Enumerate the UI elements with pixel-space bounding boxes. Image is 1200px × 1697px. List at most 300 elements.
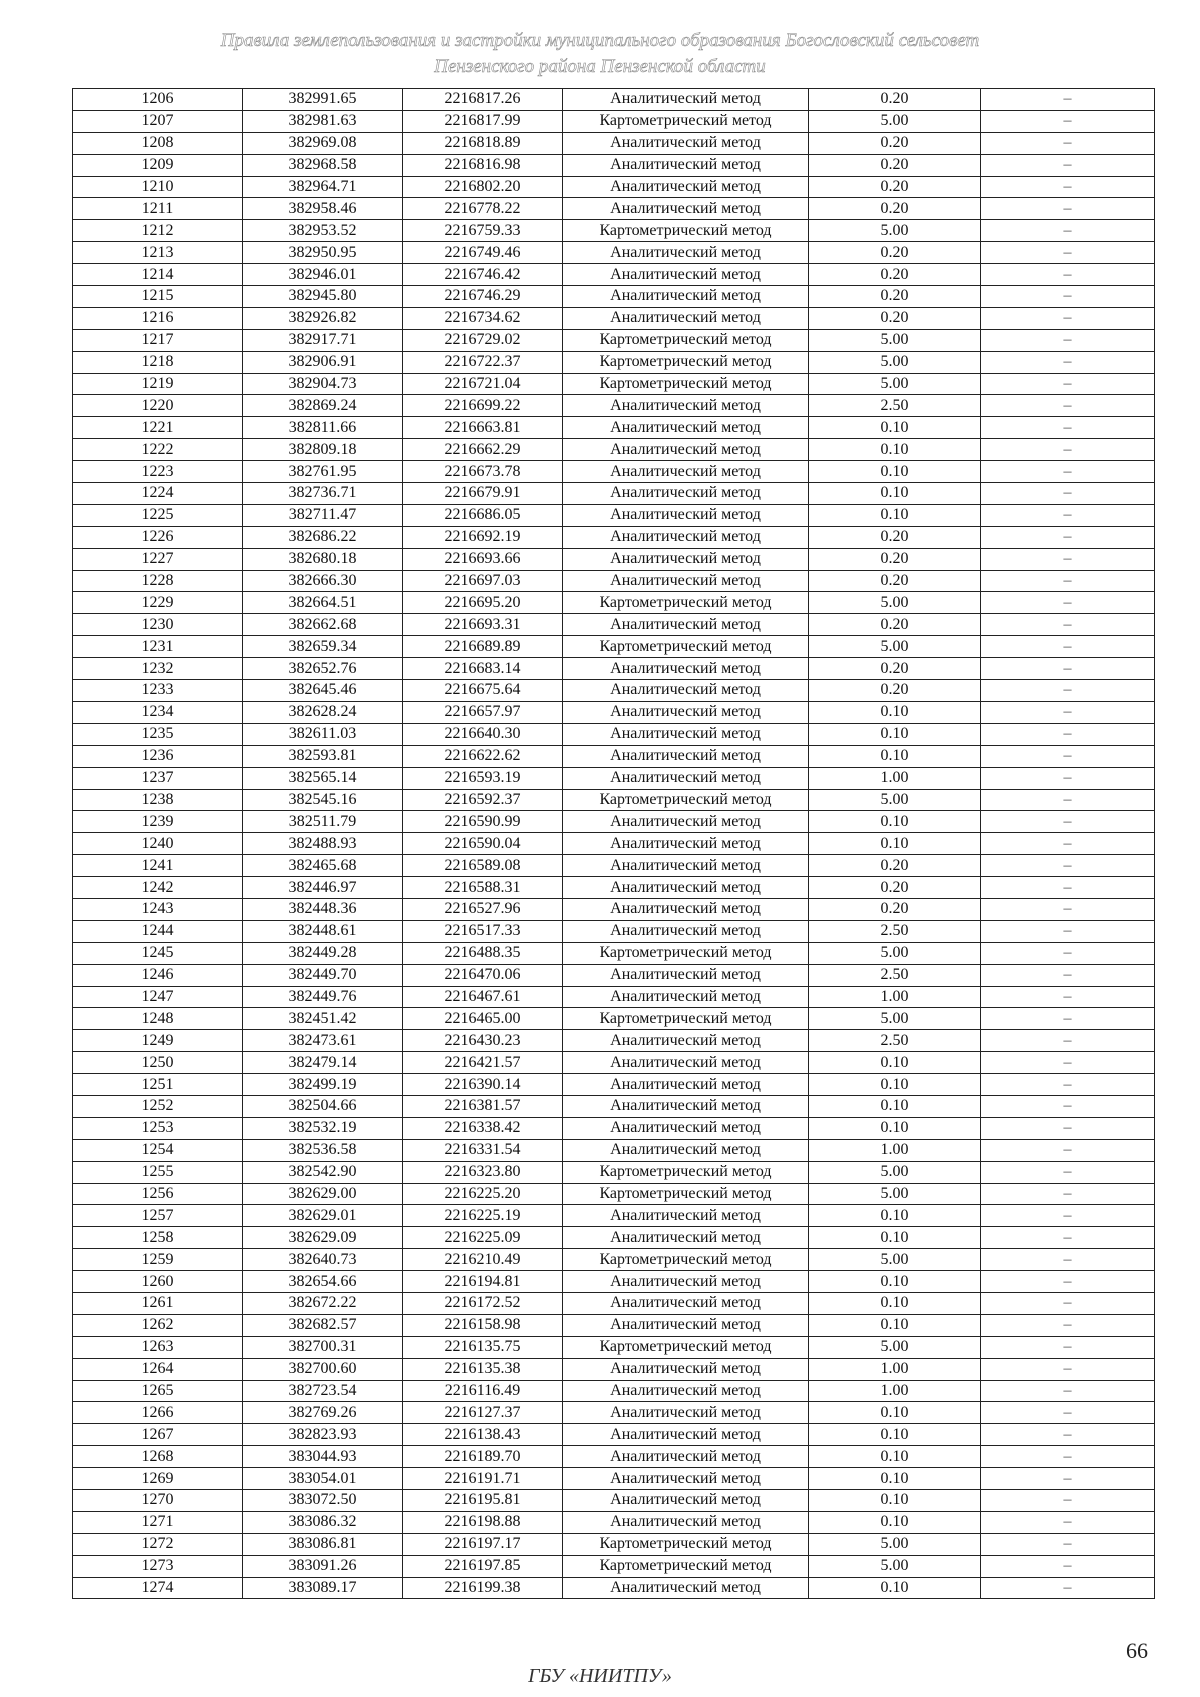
cell-x-coordinate: 382629.00 bbox=[243, 1183, 403, 1205]
table-row bbox=[73, 1533, 1155, 1555]
cell-note: – bbox=[981, 1577, 1155, 1599]
cell-accuracy: 0.10 bbox=[809, 723, 981, 745]
cell-y-coordinate: 2216195.81 bbox=[403, 1490, 563, 1512]
cell-x-coordinate: 382991.65 bbox=[243, 89, 403, 111]
cell-method: Аналитический метод bbox=[563, 855, 809, 877]
cell-y-coordinate: 2216198.88 bbox=[403, 1511, 563, 1533]
cell-accuracy: 0.10 bbox=[809, 1205, 981, 1227]
cell-method: Аналитический метод bbox=[563, 1117, 809, 1139]
cell-note: – bbox=[981, 877, 1155, 899]
cell-y-coordinate: 2216693.31 bbox=[403, 614, 563, 636]
cell-note: – bbox=[981, 1555, 1155, 1577]
cell-x-coordinate: 382723.54 bbox=[243, 1380, 403, 1402]
cell-accuracy: 0.10 bbox=[809, 701, 981, 723]
cell-point-number: 1224 bbox=[73, 483, 243, 505]
cell-accuracy: 0.10 bbox=[809, 745, 981, 767]
cell-accuracy: 0.10 bbox=[809, 833, 981, 855]
cell-point-number: 1239 bbox=[73, 811, 243, 833]
cell-x-coordinate: 382964.71 bbox=[243, 176, 403, 198]
cell-x-coordinate: 383044.93 bbox=[243, 1446, 403, 1468]
cell-method: Картометрический метод bbox=[563, 1008, 809, 1030]
cell-method: Аналитический метод bbox=[563, 1074, 809, 1096]
cell-y-coordinate: 2216588.31 bbox=[403, 877, 563, 899]
cell-x-coordinate: 382629.09 bbox=[243, 1227, 403, 1249]
cell-method: Картометрический метод bbox=[563, 351, 809, 373]
cell-method: Аналитический метод bbox=[563, 1380, 809, 1402]
table-row bbox=[73, 1555, 1155, 1577]
table-row bbox=[73, 307, 1155, 329]
cell-note: – bbox=[981, 1446, 1155, 1468]
cell-point-number: 1251 bbox=[73, 1074, 243, 1096]
cell-point-number: 1265 bbox=[73, 1380, 243, 1402]
cell-method: Аналитический метод bbox=[563, 461, 809, 483]
cell-method: Картометрический метод bbox=[563, 1533, 809, 1555]
cell-y-coordinate: 2216593.19 bbox=[403, 767, 563, 789]
cell-note: – bbox=[981, 504, 1155, 526]
table-row bbox=[73, 811, 1155, 833]
cell-accuracy: 5.00 bbox=[809, 1249, 981, 1271]
cell-x-coordinate: 382809.18 bbox=[243, 439, 403, 461]
cell-y-coordinate: 2216663.81 bbox=[403, 417, 563, 439]
cell-accuracy: 0.20 bbox=[809, 855, 981, 877]
cell-point-number: 1233 bbox=[73, 680, 243, 702]
cell-x-coordinate: 382542.90 bbox=[243, 1161, 403, 1183]
cell-note: – bbox=[981, 723, 1155, 745]
cell-x-coordinate: 382504.66 bbox=[243, 1095, 403, 1117]
cell-note: – bbox=[981, 1424, 1155, 1446]
cell-y-coordinate: 2216488.35 bbox=[403, 942, 563, 964]
cell-method: Аналитический метод bbox=[563, 1446, 809, 1468]
cell-point-number: 1212 bbox=[73, 220, 243, 242]
coordinates-table bbox=[72, 88, 1155, 1599]
cell-y-coordinate: 2216817.99 bbox=[403, 110, 563, 132]
cell-y-coordinate: 2216197.85 bbox=[403, 1555, 563, 1577]
cell-x-coordinate: 382536.58 bbox=[243, 1139, 403, 1161]
cell-x-coordinate: 382736.71 bbox=[243, 483, 403, 505]
cell-y-coordinate: 2216622.62 bbox=[403, 745, 563, 767]
cell-accuracy: 0.20 bbox=[809, 570, 981, 592]
cell-method: Аналитический метод bbox=[563, 1468, 809, 1490]
cell-x-coordinate: 382969.08 bbox=[243, 132, 403, 154]
cell-x-coordinate: 382662.68 bbox=[243, 614, 403, 636]
cell-accuracy: 0.20 bbox=[809, 898, 981, 920]
cell-point-number: 1244 bbox=[73, 920, 243, 942]
cell-x-coordinate: 382449.28 bbox=[243, 942, 403, 964]
cell-method: Картометрический метод bbox=[563, 220, 809, 242]
cell-method: Аналитический метод bbox=[563, 614, 809, 636]
cell-x-coordinate: 382488.93 bbox=[243, 833, 403, 855]
cell-y-coordinate: 2216135.75 bbox=[403, 1336, 563, 1358]
cell-x-coordinate: 382449.70 bbox=[243, 964, 403, 986]
cell-note: – bbox=[981, 395, 1155, 417]
cell-method: Аналитический метод bbox=[563, 439, 809, 461]
cell-point-number: 1261 bbox=[73, 1292, 243, 1314]
cell-method: Аналитический метод bbox=[563, 570, 809, 592]
cell-note: – bbox=[981, 483, 1155, 505]
table-row bbox=[73, 723, 1155, 745]
cell-method: Аналитический метод bbox=[563, 1271, 809, 1293]
cell-note: – bbox=[981, 439, 1155, 461]
cell-accuracy: 0.10 bbox=[809, 1095, 981, 1117]
coordinates-table-container bbox=[72, 88, 1154, 1599]
cell-accuracy: 5.00 bbox=[809, 220, 981, 242]
cell-note: – bbox=[981, 592, 1155, 614]
table-row bbox=[73, 1249, 1155, 1271]
table-row bbox=[73, 1314, 1155, 1336]
cell-x-coordinate: 382532.19 bbox=[243, 1117, 403, 1139]
cell-method: Аналитический метод bbox=[563, 680, 809, 702]
cell-method: Картометрический метод bbox=[563, 636, 809, 658]
cell-accuracy: 5.00 bbox=[809, 373, 981, 395]
table-row bbox=[73, 1358, 1155, 1380]
cell-note: – bbox=[981, 461, 1155, 483]
table-row bbox=[73, 154, 1155, 176]
cell-y-coordinate: 2216430.23 bbox=[403, 1030, 563, 1052]
cell-point-number: 1223 bbox=[73, 461, 243, 483]
cell-note: – bbox=[981, 745, 1155, 767]
cell-accuracy: 5.00 bbox=[809, 1533, 981, 1555]
cell-x-coordinate: 382769.26 bbox=[243, 1402, 403, 1424]
cell-x-coordinate: 383086.81 bbox=[243, 1533, 403, 1555]
cell-point-number: 1213 bbox=[73, 242, 243, 264]
cell-method: Картометрический метод bbox=[563, 942, 809, 964]
cell-method: Аналитический метод bbox=[563, 833, 809, 855]
cell-note: – bbox=[981, 767, 1155, 789]
cell-note: – bbox=[981, 942, 1155, 964]
cell-y-coordinate: 2216802.20 bbox=[403, 176, 563, 198]
cell-method: Картометрический метод bbox=[563, 1161, 809, 1183]
table-row bbox=[73, 658, 1155, 680]
cell-point-number: 1221 bbox=[73, 417, 243, 439]
cell-x-coordinate: 382659.34 bbox=[243, 636, 403, 658]
cell-method: Картометрический метод bbox=[563, 789, 809, 811]
cell-x-coordinate: 382666.30 bbox=[243, 570, 403, 592]
table-row bbox=[73, 417, 1155, 439]
table-row bbox=[73, 1117, 1155, 1139]
cell-y-coordinate: 2216191.71 bbox=[403, 1468, 563, 1490]
cell-x-coordinate: 382968.58 bbox=[243, 154, 403, 176]
cell-point-number: 1253 bbox=[73, 1117, 243, 1139]
cell-x-coordinate: 382664.51 bbox=[243, 592, 403, 614]
cell-y-coordinate: 2216589.08 bbox=[403, 855, 563, 877]
cell-x-coordinate: 382904.73 bbox=[243, 373, 403, 395]
cell-point-number: 1206 bbox=[73, 89, 243, 111]
cell-note: – bbox=[981, 964, 1155, 986]
cell-y-coordinate: 2216225.20 bbox=[403, 1183, 563, 1205]
cell-method: Аналитический метод bbox=[563, 417, 809, 439]
cell-note: – bbox=[981, 307, 1155, 329]
cell-note: – bbox=[981, 1249, 1155, 1271]
cell-accuracy: 5.00 bbox=[809, 1161, 981, 1183]
cell-accuracy: 5.00 bbox=[809, 636, 981, 658]
cell-method: Аналитический метод bbox=[563, 242, 809, 264]
cell-y-coordinate: 2216816.98 bbox=[403, 154, 563, 176]
cell-x-coordinate: 382811.66 bbox=[243, 417, 403, 439]
cell-note: – bbox=[981, 132, 1155, 154]
cell-note: – bbox=[981, 1052, 1155, 1074]
cell-y-coordinate: 2216158.98 bbox=[403, 1314, 563, 1336]
cell-y-coordinate: 2216686.05 bbox=[403, 504, 563, 526]
cell-point-number: 1241 bbox=[73, 855, 243, 877]
cell-point-number: 1215 bbox=[73, 286, 243, 308]
cell-accuracy: 1.00 bbox=[809, 986, 981, 1008]
table-row bbox=[73, 110, 1155, 132]
table-row bbox=[73, 373, 1155, 395]
cell-x-coordinate: 382672.22 bbox=[243, 1292, 403, 1314]
cell-method: Аналитический метод bbox=[563, 286, 809, 308]
cell-accuracy: 0.20 bbox=[809, 176, 981, 198]
cell-accuracy: 1.00 bbox=[809, 1380, 981, 1402]
cell-x-coordinate: 382869.24 bbox=[243, 395, 403, 417]
table-row bbox=[73, 89, 1155, 111]
cell-method: Аналитический метод bbox=[563, 1052, 809, 1074]
cell-method: Аналитический метод bbox=[563, 1358, 809, 1380]
cell-method: Аналитический метод bbox=[563, 264, 809, 286]
cell-point-number: 1258 bbox=[73, 1227, 243, 1249]
cell-x-coordinate: 382448.36 bbox=[243, 898, 403, 920]
cell-point-number: 1234 bbox=[73, 701, 243, 723]
cell-method: Аналитический метод bbox=[563, 504, 809, 526]
table-row bbox=[73, 1380, 1155, 1402]
cell-point-number: 1236 bbox=[73, 745, 243, 767]
cell-x-coordinate: 382945.80 bbox=[243, 286, 403, 308]
cell-note: – bbox=[981, 789, 1155, 811]
cell-method: Аналитический метод bbox=[563, 1577, 809, 1599]
cell-point-number: 1259 bbox=[73, 1249, 243, 1271]
cell-note: – bbox=[981, 658, 1155, 680]
cell-y-coordinate: 2216592.37 bbox=[403, 789, 563, 811]
cell-x-coordinate: 382761.95 bbox=[243, 461, 403, 483]
table-row bbox=[73, 548, 1155, 570]
cell-accuracy: 0.10 bbox=[809, 1052, 981, 1074]
cell-note: – bbox=[981, 286, 1155, 308]
cell-accuracy: 0.10 bbox=[809, 1117, 981, 1139]
cell-y-coordinate: 2216693.66 bbox=[403, 548, 563, 570]
cell-point-number: 1220 bbox=[73, 395, 243, 417]
cell-method: Картометрический метод bbox=[563, 373, 809, 395]
cell-method: Аналитический метод bbox=[563, 701, 809, 723]
coordinates-table-body bbox=[73, 89, 1155, 1599]
cell-x-coordinate: 382906.91 bbox=[243, 351, 403, 373]
cell-y-coordinate: 2216746.29 bbox=[403, 286, 563, 308]
cell-note: – bbox=[981, 1117, 1155, 1139]
cell-note: – bbox=[981, 1314, 1155, 1336]
cell-x-coordinate: 382465.68 bbox=[243, 855, 403, 877]
cell-x-coordinate: 382511.79 bbox=[243, 811, 403, 833]
cell-y-coordinate: 2216331.54 bbox=[403, 1139, 563, 1161]
table-row bbox=[73, 1468, 1155, 1490]
table-row bbox=[73, 1074, 1155, 1096]
cell-method: Аналитический метод bbox=[563, 89, 809, 111]
cell-note: – bbox=[981, 811, 1155, 833]
cell-note: – bbox=[981, 701, 1155, 723]
cell-y-coordinate: 2216323.80 bbox=[403, 1161, 563, 1183]
table-row bbox=[73, 461, 1155, 483]
cell-x-coordinate: 383091.26 bbox=[243, 1555, 403, 1577]
cell-y-coordinate: 2216699.22 bbox=[403, 395, 563, 417]
cell-note: – bbox=[981, 1533, 1155, 1555]
cell-y-coordinate: 2216225.09 bbox=[403, 1227, 563, 1249]
cell-point-number: 1231 bbox=[73, 636, 243, 658]
cell-x-coordinate: 382946.01 bbox=[243, 264, 403, 286]
cell-method: Аналитический метод bbox=[563, 920, 809, 942]
cell-accuracy: 0.10 bbox=[809, 1074, 981, 1096]
cell-accuracy: 5.00 bbox=[809, 110, 981, 132]
cell-y-coordinate: 2216759.33 bbox=[403, 220, 563, 242]
cell-x-coordinate: 383054.01 bbox=[243, 1468, 403, 1490]
cell-y-coordinate: 2216517.33 bbox=[403, 920, 563, 942]
cell-x-coordinate: 382823.93 bbox=[243, 1424, 403, 1446]
cell-point-number: 1219 bbox=[73, 373, 243, 395]
cell-point-number: 1208 bbox=[73, 132, 243, 154]
cell-y-coordinate: 2216722.37 bbox=[403, 351, 563, 373]
cell-y-coordinate: 2216527.96 bbox=[403, 898, 563, 920]
cell-point-number: 1227 bbox=[73, 548, 243, 570]
cell-y-coordinate: 2216421.57 bbox=[403, 1052, 563, 1074]
cell-method: Аналитический метод bbox=[563, 1292, 809, 1314]
cell-note: – bbox=[981, 986, 1155, 1008]
cell-accuracy: 0.20 bbox=[809, 264, 981, 286]
cell-method: Аналитический метод bbox=[563, 176, 809, 198]
cell-x-coordinate: 382917.71 bbox=[243, 329, 403, 351]
cell-accuracy: 0.10 bbox=[809, 1424, 981, 1446]
cell-accuracy: 0.20 bbox=[809, 658, 981, 680]
cell-x-coordinate: 382629.01 bbox=[243, 1205, 403, 1227]
cell-accuracy: 0.20 bbox=[809, 307, 981, 329]
cell-point-number: 1209 bbox=[73, 154, 243, 176]
cell-point-number: 1273 bbox=[73, 1555, 243, 1577]
cell-note: – bbox=[981, 526, 1155, 548]
cell-accuracy: 0.20 bbox=[809, 286, 981, 308]
cell-y-coordinate: 2216225.19 bbox=[403, 1205, 563, 1227]
cell-note: – bbox=[981, 220, 1155, 242]
cell-y-coordinate: 2216657.97 bbox=[403, 701, 563, 723]
cell-y-coordinate: 2216673.78 bbox=[403, 461, 563, 483]
cell-accuracy: 5.00 bbox=[809, 789, 981, 811]
table-row bbox=[73, 351, 1155, 373]
cell-y-coordinate: 2216746.42 bbox=[403, 264, 563, 286]
cell-method: Аналитический метод bbox=[563, 395, 809, 417]
cell-y-coordinate: 2216390.14 bbox=[403, 1074, 563, 1096]
cell-x-coordinate: 382449.76 bbox=[243, 986, 403, 1008]
table-row bbox=[73, 1139, 1155, 1161]
cell-method: Картометрический метод bbox=[563, 1249, 809, 1271]
table-row bbox=[73, 789, 1155, 811]
cell-x-coordinate: 382652.76 bbox=[243, 658, 403, 680]
table-row bbox=[73, 1227, 1155, 1249]
cell-y-coordinate: 2216135.38 bbox=[403, 1358, 563, 1380]
cell-note: – bbox=[981, 570, 1155, 592]
cell-note: – bbox=[981, 1271, 1155, 1293]
cell-note: – bbox=[981, 1139, 1155, 1161]
cell-accuracy: 0.10 bbox=[809, 1292, 981, 1314]
cell-point-number: 1269 bbox=[73, 1468, 243, 1490]
cell-point-number: 1229 bbox=[73, 592, 243, 614]
header-line-2: Пензенского района Пензенской области bbox=[434, 56, 766, 77]
cell-point-number: 1249 bbox=[73, 1030, 243, 1052]
table-row bbox=[73, 964, 1155, 986]
cell-note: – bbox=[981, 242, 1155, 264]
table-row bbox=[73, 855, 1155, 877]
cell-note: – bbox=[981, 614, 1155, 636]
cell-x-coordinate: 382473.61 bbox=[243, 1030, 403, 1052]
cell-note: – bbox=[981, 920, 1155, 942]
cell-accuracy: 2.50 bbox=[809, 1030, 981, 1052]
cell-method: Аналитический метод bbox=[563, 198, 809, 220]
cell-point-number: 1232 bbox=[73, 658, 243, 680]
cell-y-coordinate: 2216590.99 bbox=[403, 811, 563, 833]
cell-y-coordinate: 2216197.17 bbox=[403, 1533, 563, 1555]
cell-note: – bbox=[981, 417, 1155, 439]
table-row bbox=[73, 767, 1155, 789]
cell-y-coordinate: 2216210.49 bbox=[403, 1249, 563, 1271]
cell-point-number: 1247 bbox=[73, 986, 243, 1008]
cell-accuracy: 5.00 bbox=[809, 1183, 981, 1205]
cell-y-coordinate: 2216729.02 bbox=[403, 329, 563, 351]
cell-x-coordinate: 382700.31 bbox=[243, 1336, 403, 1358]
cell-accuracy: 1.00 bbox=[809, 767, 981, 789]
cell-x-coordinate: 382981.63 bbox=[243, 110, 403, 132]
cell-note: – bbox=[981, 833, 1155, 855]
table-row bbox=[73, 176, 1155, 198]
cell-accuracy: 5.00 bbox=[809, 351, 981, 373]
cell-accuracy: 0.20 bbox=[809, 89, 981, 111]
cell-note: – bbox=[981, 1336, 1155, 1358]
cell-method: Аналитический метод bbox=[563, 483, 809, 505]
cell-accuracy: 0.10 bbox=[809, 1271, 981, 1293]
cell-accuracy: 5.00 bbox=[809, 1008, 981, 1030]
table-row bbox=[73, 701, 1155, 723]
cell-note: – bbox=[981, 89, 1155, 111]
cell-y-coordinate: 2216689.89 bbox=[403, 636, 563, 658]
cell-point-number: 1248 bbox=[73, 1008, 243, 1030]
table-row bbox=[73, 1205, 1155, 1227]
cell-accuracy: 2.50 bbox=[809, 920, 981, 942]
cell-point-number: 1237 bbox=[73, 767, 243, 789]
cell-accuracy: 0.20 bbox=[809, 198, 981, 220]
cell-method: Аналитический метод bbox=[563, 964, 809, 986]
cell-y-coordinate: 2216172.52 bbox=[403, 1292, 563, 1314]
cell-method: Аналитический метод bbox=[563, 898, 809, 920]
cell-point-number: 1263 bbox=[73, 1336, 243, 1358]
cell-x-coordinate: 382958.46 bbox=[243, 198, 403, 220]
cell-x-coordinate: 382451.42 bbox=[243, 1008, 403, 1030]
cell-y-coordinate: 2216189.70 bbox=[403, 1446, 563, 1468]
cell-method: Аналитический метод bbox=[563, 1490, 809, 1512]
cell-x-coordinate: 382654.66 bbox=[243, 1271, 403, 1293]
cell-note: – bbox=[981, 264, 1155, 286]
cell-point-number: 1272 bbox=[73, 1533, 243, 1555]
cell-accuracy: 0.20 bbox=[809, 154, 981, 176]
cell-accuracy: 0.20 bbox=[809, 614, 981, 636]
cell-note: – bbox=[981, 1380, 1155, 1402]
cell-accuracy: 5.00 bbox=[809, 942, 981, 964]
cell-point-number: 1256 bbox=[73, 1183, 243, 1205]
cell-note: – bbox=[981, 154, 1155, 176]
cell-y-coordinate: 2216692.19 bbox=[403, 526, 563, 548]
cell-point-number: 1266 bbox=[73, 1402, 243, 1424]
cell-accuracy: 5.00 bbox=[809, 329, 981, 351]
table-row bbox=[73, 1490, 1155, 1512]
cell-method: Аналитический метод bbox=[563, 1511, 809, 1533]
cell-x-coordinate: 382953.52 bbox=[243, 220, 403, 242]
cell-method: Аналитический метод bbox=[563, 658, 809, 680]
cell-x-coordinate: 382682.57 bbox=[243, 1314, 403, 1336]
cell-x-coordinate: 382645.46 bbox=[243, 680, 403, 702]
cell-point-number: 1230 bbox=[73, 614, 243, 636]
table-row bbox=[73, 898, 1155, 920]
cell-y-coordinate: 2216640.30 bbox=[403, 723, 563, 745]
